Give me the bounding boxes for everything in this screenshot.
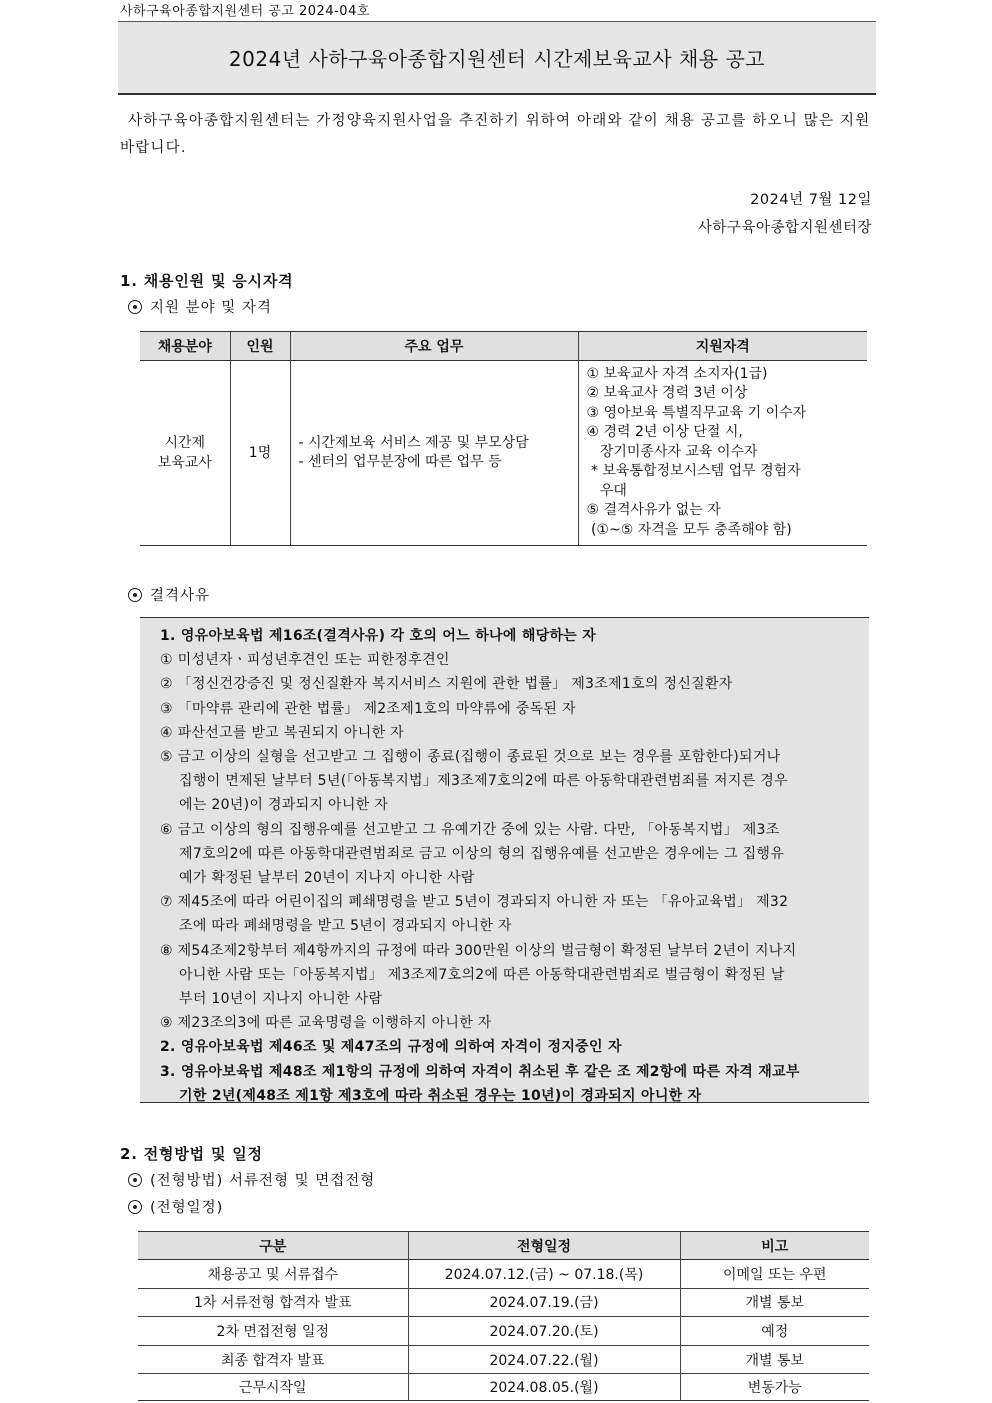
table-cell: 2차 면접전형 일정 bbox=[138, 1317, 408, 1346]
count-cell: 1명 bbox=[230, 361, 290, 546]
list-item: ② 보육교사 경력 3년 이상 bbox=[586, 385, 748, 402]
table-header-cell: 지원자격 bbox=[578, 332, 867, 361]
list-item: ④ 경력 2년 이상 단절 시, bbox=[586, 424, 743, 441]
section2-heading: 2. 전형방법 및 일정 bbox=[120, 1145, 263, 1163]
notice-number: 사하구육아종합지원센터 공고 2024-04호 bbox=[120, 4, 370, 19]
intro-paragraph: 사하구육아종합지원센터는 가정양육지원사업을 추진하기 위하여 아래와 같이 채용 공고를 하오니 많은 지원 바랍니다. bbox=[120, 113, 871, 156]
table-cell: 2024.07.19.(금) bbox=[408, 1288, 680, 1317]
table-row bbox=[138, 1317, 869, 1346]
list-item: 3. 영유아보육법 제48조 제1항의 규정에 의하여 자격이 취소된 후 같은 조 제2항에 따른 자격 재교부 bbox=[160, 1063, 800, 1080]
qualification-cell bbox=[578, 361, 867, 546]
list-item: ③ 영아보육 특별직무교육 기 이수자 bbox=[586, 404, 807, 421]
table-header-row bbox=[138, 1232, 869, 1260]
list-item: ⑨ 제23조의3에 따른 교육명령을 이행하지 아니한 자 bbox=[160, 1015, 492, 1032]
table-row bbox=[138, 1345, 869, 1374]
table-cell: 2024.07.12.(금) ~ 07.18.(목) bbox=[408, 1260, 680, 1289]
table-header-cell: 전형일정 bbox=[408, 1232, 680, 1260]
table-row bbox=[138, 1260, 869, 1289]
list-item: (①~⑤ 자격을 모두 충족해야 함) bbox=[586, 521, 792, 538]
list-item: ① 미성년자ㆍ피성년후견인 또는 피한정후견인 bbox=[160, 652, 450, 669]
list-item: 장기미종사자 교육 이수자 bbox=[586, 443, 758, 460]
table-cell: 1차 서류전형 합격자 발표 bbox=[138, 1288, 408, 1317]
table-cell: 채용공고 및 서류접수 bbox=[138, 1260, 408, 1289]
list-item: 우대 bbox=[586, 482, 627, 499]
list-item: ⑤ 결격사유가 없는 자 bbox=[586, 502, 721, 519]
table-cell: 근무시작일 bbox=[138, 1374, 408, 1401]
list-item: 1. 영유아보육법 제16조(결격사유) 각 호의 어느 하나에 해당하는 자 bbox=[160, 628, 597, 644]
table-cell: 2024.08.05.(월) bbox=[408, 1374, 680, 1401]
list-item: 부터 10년이 지나지 아니한 사람 bbox=[179, 991, 383, 1008]
list-item: 아니한 사람 또는「아동복지법」 제3조제7호의2에 따른 아동학대관련범죄로 벌금형이 확정된 날 bbox=[179, 966, 785, 983]
duty-cell: - 시간제보육 서비스 제공 및 부모상담 - 센터의 업무분장에 따른 업무 등 bbox=[290, 361, 578, 546]
list-item: 에는 20년)이 경과되지 아니한 자 bbox=[179, 797, 389, 814]
table-cell: 최종 합격자 발표 bbox=[138, 1345, 408, 1374]
circle-dot-icon bbox=[128, 588, 142, 602]
issuer: 사하구육아종합지원센터장 bbox=[697, 220, 872, 236]
list-item: ③ 「마약류 관리에 관한 법률」 제2조제1호의 마약류에 중독된 자 bbox=[160, 700, 576, 717]
schedule-subheading: (전형일정) bbox=[128, 1196, 223, 1217]
table-row bbox=[140, 361, 867, 546]
list-item: * 보육통합정보시스템 업무 경험자 bbox=[586, 463, 801, 480]
list-item: 제7호의2에 따른 아동학대관련범죄로 금고 이상의 형의 집행유예를 선고받은 경우에는 그 집행유 bbox=[179, 845, 785, 862]
disqualification-subheading: 결격사유 bbox=[128, 584, 210, 605]
page-title: 2024년 사하구육아종합지원센터 시간제보육교사 채용 공고 bbox=[228, 47, 766, 71]
table-cell: 변동가능 bbox=[680, 1374, 869, 1401]
schedule-table bbox=[138, 1231, 869, 1401]
table-header-cell: 구분 bbox=[138, 1232, 408, 1260]
list-item: ⑦ 제45조에 따라 어린이집의 폐쇄명령을 받고 5년이 경과되지 아니한 자 또는 「유아교육법」 제32 bbox=[160, 894, 789, 911]
table-header-row bbox=[140, 332, 867, 361]
qualification-table bbox=[140, 331, 867, 546]
list-item: ④ 파산선고를 받고 복권되지 아니한 자 bbox=[160, 724, 404, 741]
table-cell: 2024.07.20.(토) bbox=[408, 1317, 680, 1346]
list-item: 2. 영유아보육법 제46조 및 제47조의 규정에 의하여 자격이 정지중인 자 bbox=[160, 1039, 622, 1056]
disqualification-box bbox=[140, 617, 869, 1103]
notice-date: 2024년 7월 12일 bbox=[750, 192, 872, 208]
list-item: 집행이 면제된 날부터 5년(「아동복지법」제3조제7호의2에 따른 아동학대관련범죄를 저지른 경우 bbox=[179, 773, 788, 790]
field-cell: 시간제 보육교사 bbox=[140, 361, 230, 546]
circle-dot-icon bbox=[128, 300, 142, 314]
circle-dot-icon bbox=[128, 1173, 142, 1187]
table-header-cell: 비고 bbox=[680, 1232, 869, 1260]
support-subheading: 지원 분야 및 자격 bbox=[128, 296, 272, 317]
list-item: 예가 확정된 날부터 20년이 지나지 아니한 사람 bbox=[179, 870, 475, 887]
table-cell: 예정 bbox=[680, 1317, 869, 1346]
table-cell: 이메일 또는 우편 bbox=[680, 1260, 869, 1289]
circle-dot-icon bbox=[128, 1200, 142, 1214]
table-cell: 개별 통보 bbox=[680, 1288, 869, 1317]
section1-heading: 1. 채용인원 및 응시자격 bbox=[120, 272, 294, 290]
table-row bbox=[138, 1374, 869, 1401]
title-banner bbox=[118, 21, 876, 95]
list-item: ② 「정신건강증진 및 정신질환자 복지서비스 지원에 관한 법률」 제3조제1호의 정신질환자 bbox=[160, 676, 733, 693]
list-item: ⑤ 금고 이상의 실형을 선고받고 그 집행이 종료(집행이 종료된 것으로 보는 경우를 포함한다)되거나 bbox=[160, 749, 781, 766]
method-subheading: (전형방법) 서류전형 및 면접전형 bbox=[128, 1169, 375, 1190]
table-cell: 개별 통보 bbox=[680, 1345, 869, 1374]
table-header-cell: 채용분야 bbox=[140, 332, 230, 361]
table-row bbox=[138, 1288, 869, 1317]
table-header-cell: 인원 bbox=[230, 332, 290, 361]
table-header-cell: 주요 업무 bbox=[290, 332, 578, 361]
list-item: ⑧ 제54조제2항부터 제4항까지의 규정에 따라 300만원 이상의 벌금형이 확정된 날부터 2년이 지나지 bbox=[160, 942, 797, 959]
list-item: ⑥ 금고 이상의 형의 집행유예를 선고받고 그 유예기간 중에 있는 사람. 다만, 「아동복지법」 제3조 bbox=[160, 821, 780, 838]
list-item: 기한 2년(제48조 제1항 제3호에 따라 취소된 경우는 10년)이 경과되지 아니한 자 bbox=[179, 1087, 702, 1104]
table-cell: 2024.07.22.(월) bbox=[408, 1345, 680, 1374]
list-item: 조에 따라 폐쇄명령을 받고 5년이 경과되지 아니한 자 bbox=[179, 918, 512, 935]
list-item: ① 보육교사 자격 소지자(1급) bbox=[586, 365, 768, 382]
